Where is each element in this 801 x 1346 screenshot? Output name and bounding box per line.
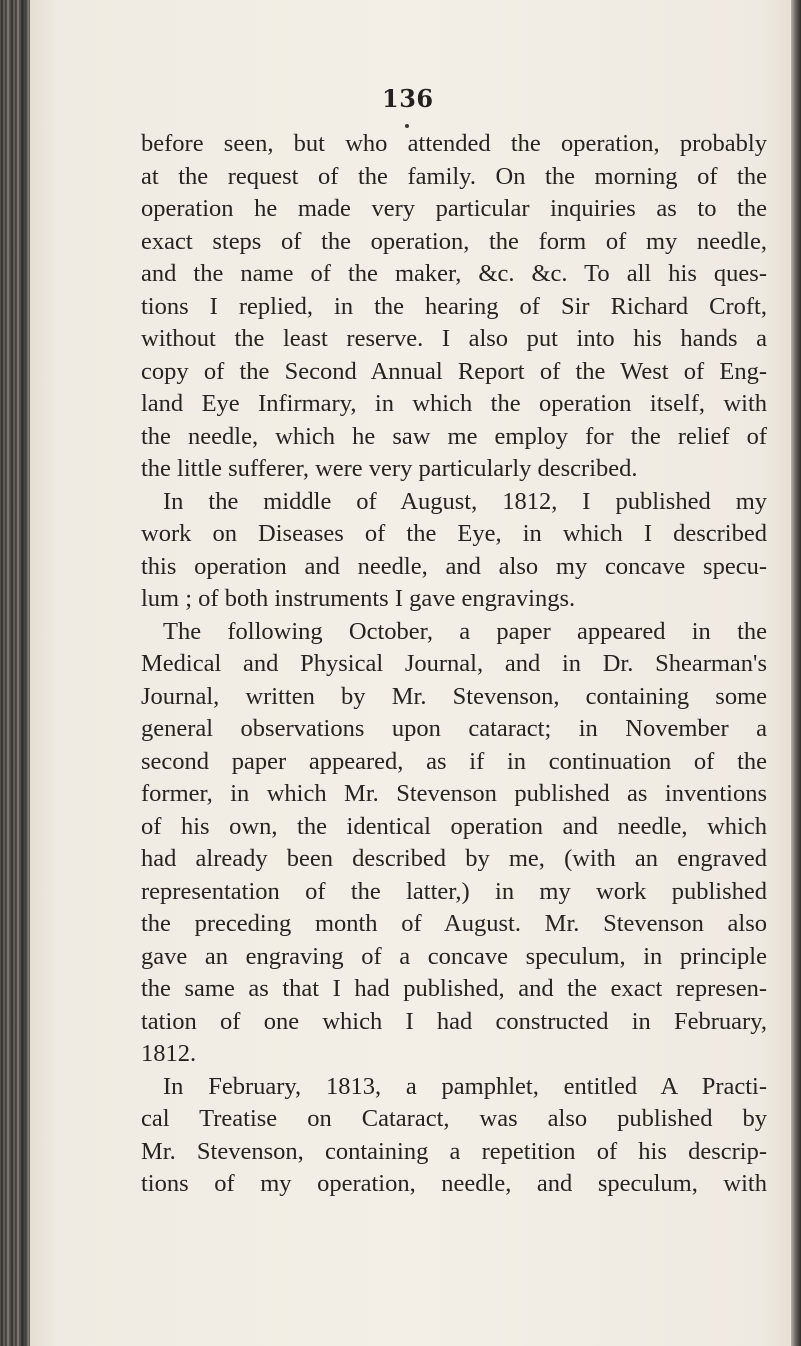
text-line: had already been described by me, (with an engraved	[141, 845, 767, 872]
text-line: copy of the Second Annual Report of the West of Eng-	[141, 357, 767, 385]
text-line: of his own, the identical operation and needle, which	[141, 812, 767, 840]
text-line: lum ; of both instruments I gave engravings.	[141, 585, 576, 612]
text-line: at the request of the family. On the morning of the	[141, 162, 767, 190]
text-line: before seen, but who attended the operation, probably	[141, 130, 767, 157]
text-line: Journal, written by Mr. Stevenson, containing some	[141, 682, 767, 710]
page-number: 136	[382, 84, 434, 113]
text-line: the same as that I had published, and the exact represen-	[141, 975, 767, 1002]
text-line: In the middle of August, 1812, I published my	[163, 487, 767, 515]
book-spine-edge	[0, 0, 30, 1346]
text-line: 1812.	[141, 1040, 197, 1067]
text-line: In February, 1813, a pamphlet, entitled A Practi-	[163, 1072, 767, 1100]
text-line: tation of one which I had constructed in February,	[141, 1007, 767, 1035]
text-line: exact steps of the operation, the form of my needle,	[141, 227, 767, 255]
text-line: land Eye Infirmary, in which the operation itself, with	[141, 390, 767, 417]
text-line: The following October, a paper appeared in the	[163, 617, 767, 645]
text-line: general observations upon cataract; in November a	[141, 715, 767, 742]
text-line: this operation and needle, and also my concave specu-	[141, 552, 767, 580]
text-line: without the least reserve. I also put into his hands a	[141, 325, 767, 352]
text-line: the preceding month of August. Mr. Stevenson also	[141, 910, 767, 937]
text-line: work on Diseases of the Eye, in which I described	[141, 520, 767, 547]
text-line: tions I replied, in the hearing of Sir Richard Croft,	[141, 292, 767, 320]
text-line: Medical and Physical Journal, and in Dr. Shearman's	[141, 650, 767, 677]
text-line: operation he made very particular inquiries as to the	[141, 195, 767, 222]
text-line: the needle, which he saw me employ for the relief of	[141, 422, 767, 450]
text-line: tions of my operation, needle, and speculum, with	[141, 1170, 767, 1197]
text-line: cal Treatise on Cataract, was also published by	[141, 1105, 767, 1132]
body-text	[141, 128, 767, 1201]
text-line: second paper appeared, as if in continuation of the	[141, 747, 767, 775]
text-line: representation of the latter,) in my work published	[141, 877, 767, 905]
text-line: former, in which Mr. Stevenson published as inventions	[141, 780, 767, 807]
text-line: Mr. Stevenson, containing a repetition of his descrip-	[141, 1137, 767, 1165]
text-line: the little sufferer, were very particularly described.	[141, 455, 638, 482]
page-right-edge	[791, 0, 801, 1346]
text-line: and the name of the maker, &c. &c. To all his ques-	[141, 260, 767, 287]
text-line: gave an engraving of a concave speculum, in principle	[141, 942, 767, 970]
